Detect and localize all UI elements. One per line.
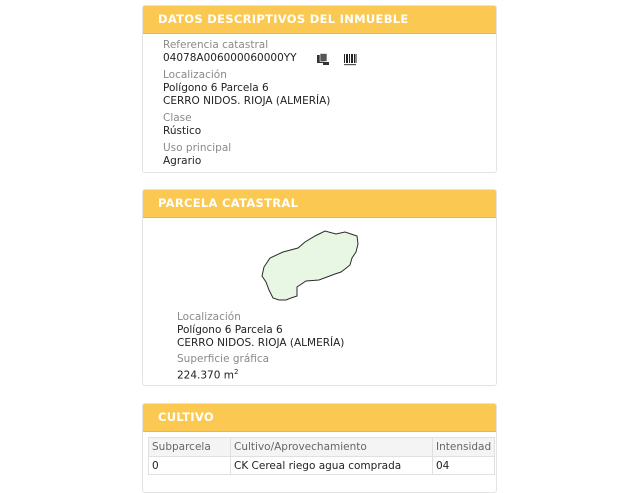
localizacion-line2: CERRO NIDOS. RIOJA (ALMERÍA) [163, 95, 331, 107]
column-header-cultivo: Cultivo/Aprovechamiento [231, 438, 433, 457]
localizacion-line1: Polígono 6 Parcela 6 [163, 82, 269, 94]
uso-principal-label: Uso principal [163, 142, 232, 154]
uso-principal-value: Agrario [163, 155, 202, 167]
cell-subparcela: 0 [149, 457, 231, 475]
barcode-icon[interactable] [343, 51, 357, 64]
parcel-map-shape[interactable] [253, 226, 393, 306]
column-header-intensidad: Intensidad [433, 438, 495, 457]
superficie-unit-superscript: 2 [234, 368, 239, 376]
localizacion-label: Localización [163, 69, 227, 81]
cultivo-table [148, 437, 495, 475]
parcela-catastral-panel [142, 189, 497, 386]
cell-cultivo: CK Cereal riego agua comprada [231, 457, 433, 475]
parcela-localizacion-line2: CERRO NIDOS. RIOJA (ALMERÍA) [177, 337, 345, 349]
column-header-subparcela: Subparcela [149, 438, 231, 457]
parcela-localizacion-line1: Polígono 6 Parcela 6 [177, 324, 283, 336]
datos-descriptivos-panel [142, 5, 497, 173]
superficie-value [177, 365, 238, 383]
clase-value: Rústico [163, 125, 202, 137]
parcela-catastral-header: PARCELA CATASTRAL [143, 190, 496, 218]
datos-descriptivos-header: DATOS DESCRIPTIVOS DEL INMUEBLE [143, 6, 496, 34]
parcela-localizacion-label: Localización [177, 311, 241, 323]
cell-intensidad: 04 [433, 457, 495, 475]
referencia-label: Referencia catastral [163, 39, 269, 51]
copy-document-icon[interactable] [316, 51, 330, 64]
clase-label: Clase [163, 112, 192, 124]
cultivo-table-header-row [149, 438, 495, 457]
superficie-number: 224.370 m [177, 369, 234, 382]
superficie-label: Superficie gráfica [177, 353, 270, 365]
table-row [149, 457, 495, 475]
cultivo-header: CULTIVO [143, 404, 496, 432]
referencia-value: 04078A006000060000YY [163, 52, 297, 64]
